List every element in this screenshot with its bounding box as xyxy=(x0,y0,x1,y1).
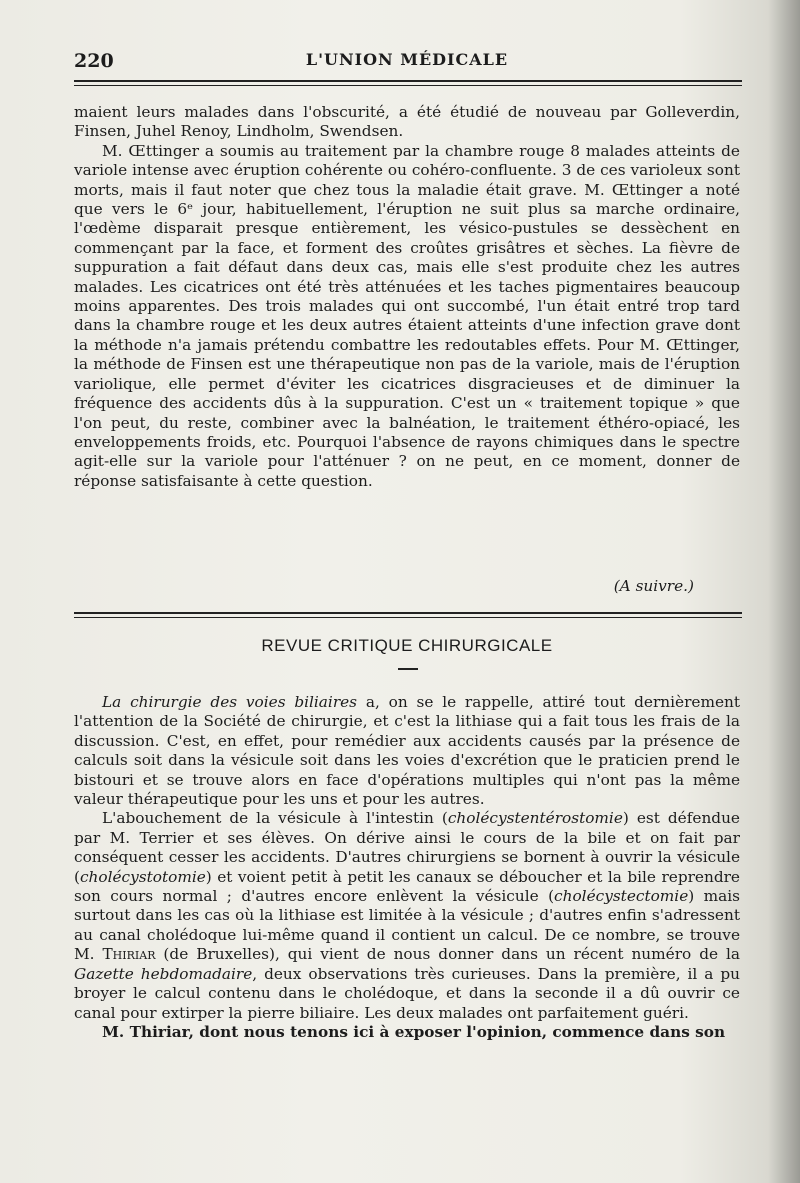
running-head: L'UNION MÉDICALE xyxy=(305,50,509,69)
paragraph-text: (de Bruxelles), qui vient de nous donner dans un récent numéro de la xyxy=(155,945,740,964)
section-rule xyxy=(74,612,742,614)
term: cholécystentérostomie xyxy=(447,809,623,828)
paragraph-text: , deux observations très curieuses. Dans la première, il a pu broyer le calcul contenu dans le cholédoque, et dans la seconde il a dû ouvrir ce canal pour extirper la pierre biliaire. Les deux malades ont parfaitement guéri. xyxy=(74,964,741,1022)
paragraph: maient leurs malades dans l'obscurité, a été étudié de nouveau par Golleverdin, Finsen, Juhel Renoy, Lindholm, Swendsen. xyxy=(74,103,740,141)
article-continuation xyxy=(74,103,740,491)
term: cholécystectomie xyxy=(554,887,689,906)
to-be-continued: (A suivre.) xyxy=(613,577,694,595)
paragraph xyxy=(74,809,740,1022)
paragraph-text: ) mais surtout dans les cas où la lithiase est limitée à la vésicule ; d'autres enfin s'adressent au canal cholédoque lui-même quand il contient un calcul. De ce nombre, se trouve M. xyxy=(74,887,740,964)
paragraph-text: ) est défendue par M. Terrier et ses élèves. On dérive ainsi le cours de la bile et on fait par conséquent cesser les accidents. D'autres chirurgiens se bornent à ouvrir la vésicule ( xyxy=(74,809,740,886)
term: cholécystotomie xyxy=(79,867,206,886)
article-lead-title: La chirurgie des voies biliaires xyxy=(102,693,358,711)
header-rule-thin xyxy=(74,85,742,86)
header-rule xyxy=(74,80,742,82)
section-title: REVUE CRITIQUE CHIRURGICALE xyxy=(261,636,553,655)
paragraph-text: ) et voient petit à petit les canaux se déboucher et la bile reprendre son cours normal ; d'autres encore enlèvent la vésicule ( xyxy=(74,867,740,906)
paragraph xyxy=(74,693,740,809)
page-header xyxy=(74,48,740,78)
paragraph: M. Œttinger a soumis au traitement par la chambre rouge 8 malades atteints de variole intense avec éruption cohérente ou cohéro-confluente. 3 de ces varioleux sont morts, mais il faut noter que chez tous la maladie était grave. M. Œttinger a noté que vers le 6ᵉ jour, habituellement, l'éruption ne suit plus sa marche ordinaire, l'œdème disparait presque entièrement, les vésico-pustules se dessèchent en commençant par la face, et forment des croûtes grisâtres et sèches. La fièvre de suppuration a fait défaut dans deux cas, mais elle s'est produite chez les autres malades. Les cicatrices ont été très atténuées et les taches pigmentaires beaucoup moins apparentes. Des trois malades qui ont succombé, l'un était entré trop tard dans la chambre rouge et les deux autres étaient atteints d'une infection grave dont la méthode n'a jamais prétendu combattre les redoutables effets. Pour M. Œttinger, la méthode de Finsen est une thérapeutique non pas de la variole, mais de l'éruption variolique, elle permet d'éviter les cicatrices disgracieuses et de diminuer la fréquence des accidents dûs à la suppuration. C'est un « traitement topique » que l'on peut, du reste, combiner avec la balnéation, le traitement éthéro-opiacé, les enveloppements froids, etc. Pourquoi l'absence de rayons chimiques dans le spectre agit-elle sur la variole pour l'atténuer ? on ne peut, en ce moment, donner de réponse satisfaisante à cette question. xyxy=(74,141,740,490)
section-rule-thin xyxy=(74,617,742,618)
paragraph-text: L'abouchement de la vésicule à l'intestin ( xyxy=(102,809,448,828)
author-name: Thiriar xyxy=(102,945,156,964)
paragraph-text: a, on se le rappelle, attiré tout dernièrement l'attention de la Société de chirurgie, et c'est la lithiase qui a fait tous les frais de la discussion. C'est, en effet, pour remédier aux accidents causés par la présence de calculs soit dans la vésicule soit dans les voies d'excrétion que le praticien prend le bistouri et se trouve alors en face d'opérations multiples qui n'ont pas la même valeur thérapeutique pour les uns et pour les autres. xyxy=(74,693,740,809)
paragraph: M. Thiriar, dont nous tenons ici à exposer l'opinion, commence dans son xyxy=(102,1022,726,1041)
page-number: 220 xyxy=(74,50,114,72)
article-body xyxy=(74,693,740,1042)
title-dash xyxy=(398,668,418,670)
journal-name: Gazette hebdomadaire xyxy=(74,964,253,983)
